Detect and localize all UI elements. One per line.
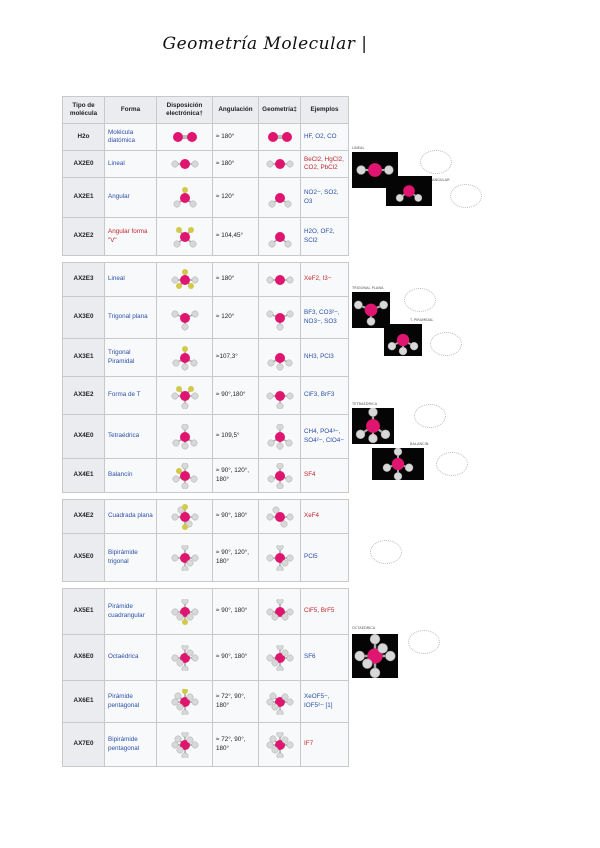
angle-value: ≈ 72°, 90°, 180°: [213, 723, 259, 767]
electronic-arrangement-image: [157, 178, 213, 218]
angle-value: ≈ 90°, 180°: [213, 500, 259, 534]
geometry-image: [259, 723, 301, 767]
molecule-icon: [265, 689, 295, 715]
shape-link[interactable]: Forma de T: [105, 377, 157, 415]
angle-value: ≈107,3°: [213, 339, 259, 377]
molecule-icon: [170, 599, 200, 625]
examples-link[interactable]: NH3, PCl3: [301, 339, 349, 377]
header-forma: Forma: [105, 97, 157, 124]
angle-value: ≈ 90°, 120°, 180°: [213, 534, 259, 582]
molecule-type: AX2E3: [63, 263, 105, 297]
molecule-type: AX5E0: [63, 534, 105, 582]
table-row: [63, 589, 349, 635]
page-title: Geometría Molecular |: [162, 34, 368, 54]
header-geometria: Geometría‡: [259, 97, 301, 124]
shape-link[interactable]: Angular forma "V": [105, 218, 157, 256]
molecule-icon: [170, 645, 200, 671]
electronic-arrangement-image: [157, 681, 213, 723]
table-row: [63, 635, 349, 681]
molecule-type: AX3E0: [63, 297, 105, 339]
lewis-sketch-5: [414, 404, 446, 428]
shape-link[interactable]: Molécula diatómica: [105, 124, 157, 151]
table-row: [63, 178, 349, 218]
header-angulacion: Angulación: [213, 97, 259, 124]
geometry-image: [259, 377, 301, 415]
molecule-type: AX3E2: [63, 377, 105, 415]
lewis-sketch-4: [430, 332, 462, 356]
examples-link[interactable]: BF3, CO3²−, NO3−, SO3: [301, 297, 349, 339]
molecule-type: AX2E0: [63, 151, 105, 178]
molecule-icon: [170, 424, 200, 450]
angle-value: ≈ 90°, 120°, 180°: [213, 459, 259, 493]
molecule-icon: [170, 732, 200, 758]
electronic-arrangement-image: [157, 534, 213, 582]
shape-link[interactable]: Angular: [105, 178, 157, 218]
examples-link[interactable]: CH4, PO4³−, SO4²−, ClO4−: [301, 415, 349, 459]
geometry-image: [259, 218, 301, 256]
table-row: [63, 377, 349, 415]
angle-value: ≈ 109,5°: [213, 415, 259, 459]
molecule-type: AX3E1: [63, 339, 105, 377]
molecule-icon: [372, 448, 424, 480]
shape-link[interactable]: Bipirámide trigonal: [105, 534, 157, 582]
molecule-icon: [170, 267, 200, 293]
angle-value: ≈ 180°: [213, 263, 259, 297]
side-image-octaedrica: [352, 634, 398, 678]
table-header-row: [63, 97, 349, 124]
geometry-image: [259, 459, 301, 493]
molecule-icon: [265, 424, 295, 450]
shape-link[interactable]: Tetraédrica: [105, 415, 157, 459]
molecule-icon: [265, 383, 295, 409]
examples-link[interactable]: SF4: [301, 459, 349, 493]
molecule-icon: [170, 504, 200, 530]
side-label-trigonal-piramidal: T. PIRAMIDAL: [410, 318, 434, 322]
examples-link[interactable]: H2O, OF2, SCl2: [301, 218, 349, 256]
side-label-tetraedrica: TETRAEDRICA: [352, 402, 378, 406]
lewis-sketch-1: [420, 150, 452, 174]
separator-cell: [63, 493, 349, 500]
geometry-image: [259, 500, 301, 534]
molecule-type: AX4E0: [63, 415, 105, 459]
molecule-icon: [170, 689, 200, 715]
lewis-sketch-2: [450, 184, 482, 208]
molecule-icon: [170, 545, 200, 571]
electronic-arrangement-image: [157, 635, 213, 681]
electronic-arrangement-image: [157, 339, 213, 377]
molecule-icon: [386, 176, 432, 206]
geometry-image: [259, 178, 301, 218]
geometry-image: [259, 534, 301, 582]
table-body: [63, 124, 349, 767]
examples-link[interactable]: IF7: [301, 723, 349, 767]
side-label-balancin: BALANCIN: [410, 442, 429, 446]
molecule-icon: [170, 224, 200, 250]
molecule-icon: [170, 305, 200, 331]
geometry-image: [259, 263, 301, 297]
lewis-sketch-7: [370, 540, 402, 564]
molecule-icon: [265, 267, 295, 293]
lewis-sketch-6: [436, 452, 468, 476]
lewis-sketch-3: [404, 288, 436, 312]
angle-value: ≈ 180°: [213, 124, 259, 151]
group-separator: [63, 582, 349, 589]
molecule-icon: [170, 383, 200, 409]
geometry-table: [62, 96, 349, 767]
molecule-type: AX7E0: [63, 723, 105, 767]
side-label-octaedrica: OCTAEDRICA: [352, 626, 376, 630]
side-image-trigonal-plana: [352, 292, 390, 328]
table-row: [63, 297, 349, 339]
examples-link[interactable]: BeCl2, HgCl2, CO2, PbCl2: [301, 151, 349, 178]
electronic-arrangement-image: [157, 218, 213, 256]
molecule-type: AX6E0: [63, 635, 105, 681]
geometry-table-container: [62, 96, 348, 767]
shape-link[interactable]: Octaédrica: [105, 635, 157, 681]
shape-link[interactable]: Cuadrada plana: [105, 500, 157, 534]
electronic-arrangement-image: [157, 151, 213, 178]
side-image-balancin: [372, 448, 424, 480]
group-separator: [63, 493, 349, 500]
angle-value: ≈ 120°: [213, 178, 259, 218]
angle-value: ≈ 90°,180°: [213, 377, 259, 415]
examples-link[interactable]: SF6: [301, 635, 349, 681]
header-disposicion: Disposición electrónica†: [157, 97, 213, 124]
examples-link[interactable]: XeF4: [301, 500, 349, 534]
geometry-image: [259, 151, 301, 178]
side-image-angular: [386, 176, 432, 206]
shape-link[interactable]: Lineal: [105, 151, 157, 178]
angle-value: ≈ 90°, 180°: [213, 589, 259, 635]
molecule-icon: [265, 305, 295, 331]
examples-link[interactable]: XeF2, I3−: [301, 263, 349, 297]
electronic-arrangement-image: [157, 589, 213, 635]
electronic-arrangement-image: [157, 415, 213, 459]
shape-link[interactable]: Trigonal plana: [105, 297, 157, 339]
table-row: [63, 681, 349, 723]
shape-link[interactable]: Balancín: [105, 459, 157, 493]
molecule-icon: [265, 545, 295, 571]
molecule-icon: [170, 151, 200, 177]
geometry-image: [259, 124, 301, 151]
shape-link[interactable]: Trigonal Piramidal: [105, 339, 157, 377]
molecule-icon: [265, 504, 295, 530]
angle-value: ≈ 180°: [213, 151, 259, 178]
molecule-icon: [265, 599, 295, 625]
molecule-icon: [265, 345, 295, 371]
angle-value: ≈ 104,45°: [213, 218, 259, 256]
group-separator: [63, 256, 349, 263]
side-label-angular: ANGULAR: [432, 178, 450, 182]
examples-link[interactable]: ClF5, BrF5: [301, 589, 349, 635]
table-row: [63, 534, 349, 582]
geometry-image: [259, 297, 301, 339]
shape-link[interactable]: Pirámide pentagonal: [105, 681, 157, 723]
table-row: [63, 124, 349, 151]
electronic-arrangement-image: [157, 723, 213, 767]
angle-value: ≈ 120°: [213, 297, 259, 339]
header-ejemplos: Ejemplos: [301, 97, 349, 124]
electronic-arrangement-image: [157, 124, 213, 151]
table-row: [63, 263, 349, 297]
molecule-type: AX6E1: [63, 681, 105, 723]
shape-link[interactable]: Pirámide cuadrangular: [105, 589, 157, 635]
examples-link[interactable]: XeOF5−, IOF5²− [1]: [301, 681, 349, 723]
table-row: [63, 415, 349, 459]
molecule-icon: [265, 151, 295, 177]
geometry-image: [259, 681, 301, 723]
molecule-icon: [265, 124, 295, 150]
geometry-image: [259, 339, 301, 377]
molecule-type: AX2E1: [63, 178, 105, 218]
side-label-lineal: LINEAL: [352, 146, 365, 150]
geometry-image: [259, 635, 301, 681]
side-label-trigonal-plana: TRIGONAL PLANA: [352, 286, 384, 290]
molecule-icon: [265, 224, 295, 250]
molecule-type: H2o: [63, 124, 105, 151]
angle-value: ≈ 72°, 90°, 180°: [213, 681, 259, 723]
electronic-arrangement-image: [157, 377, 213, 415]
side-image-trigonal-piramidal: [384, 324, 422, 356]
table-row: [63, 459, 349, 493]
shape-link[interactable]: Lineal: [105, 263, 157, 297]
molecule-icon: [265, 732, 295, 758]
molecule-icon: [170, 185, 200, 211]
angle-value: ≈ 90°, 180°: [213, 635, 259, 681]
geometry-image: [259, 589, 301, 635]
molecule-icon: [352, 292, 390, 328]
table-row: [63, 339, 349, 377]
molecule-icon: [170, 124, 200, 150]
molecule-type: AX5E1: [63, 589, 105, 635]
table-row: [63, 218, 349, 256]
electronic-arrangement-image: [157, 500, 213, 534]
molecule-icon: [170, 345, 200, 371]
table-row: [63, 151, 349, 178]
separator-cell: [63, 256, 349, 263]
molecule-icon: [352, 634, 398, 678]
examples-link[interactable]: ClF3, BrF3: [301, 377, 349, 415]
molecule-icon: [384, 324, 422, 356]
molecule-icon: [170, 463, 200, 489]
separator-cell: [63, 582, 349, 589]
molecule-icon: [265, 463, 295, 489]
examples-link[interactable]: PCl5: [301, 534, 349, 582]
examples-link[interactable]: NO2−, SO2, O3: [301, 178, 349, 218]
table-row: [63, 723, 349, 767]
geometry-image: [259, 415, 301, 459]
lewis-sketch-8: [408, 630, 440, 654]
shape-link[interactable]: Bipirámide pentagonal: [105, 723, 157, 767]
molecule-icon: [352, 408, 394, 444]
electronic-arrangement-image: [157, 263, 213, 297]
molecule-type: AX4E1: [63, 459, 105, 493]
electronic-arrangement-image: [157, 297, 213, 339]
molecule-icon: [265, 645, 295, 671]
molecule-type: AX2E2: [63, 218, 105, 256]
molecule-type: AX4E2: [63, 500, 105, 534]
table-row: [63, 500, 349, 534]
examples-link[interactable]: HF, O2, CO: [301, 124, 349, 151]
side-image-tetraedrica: [352, 408, 394, 444]
molecule-icon: [265, 185, 295, 211]
electronic-arrangement-image: [157, 459, 213, 493]
header-tipo: Tipo de molécula: [63, 97, 105, 124]
